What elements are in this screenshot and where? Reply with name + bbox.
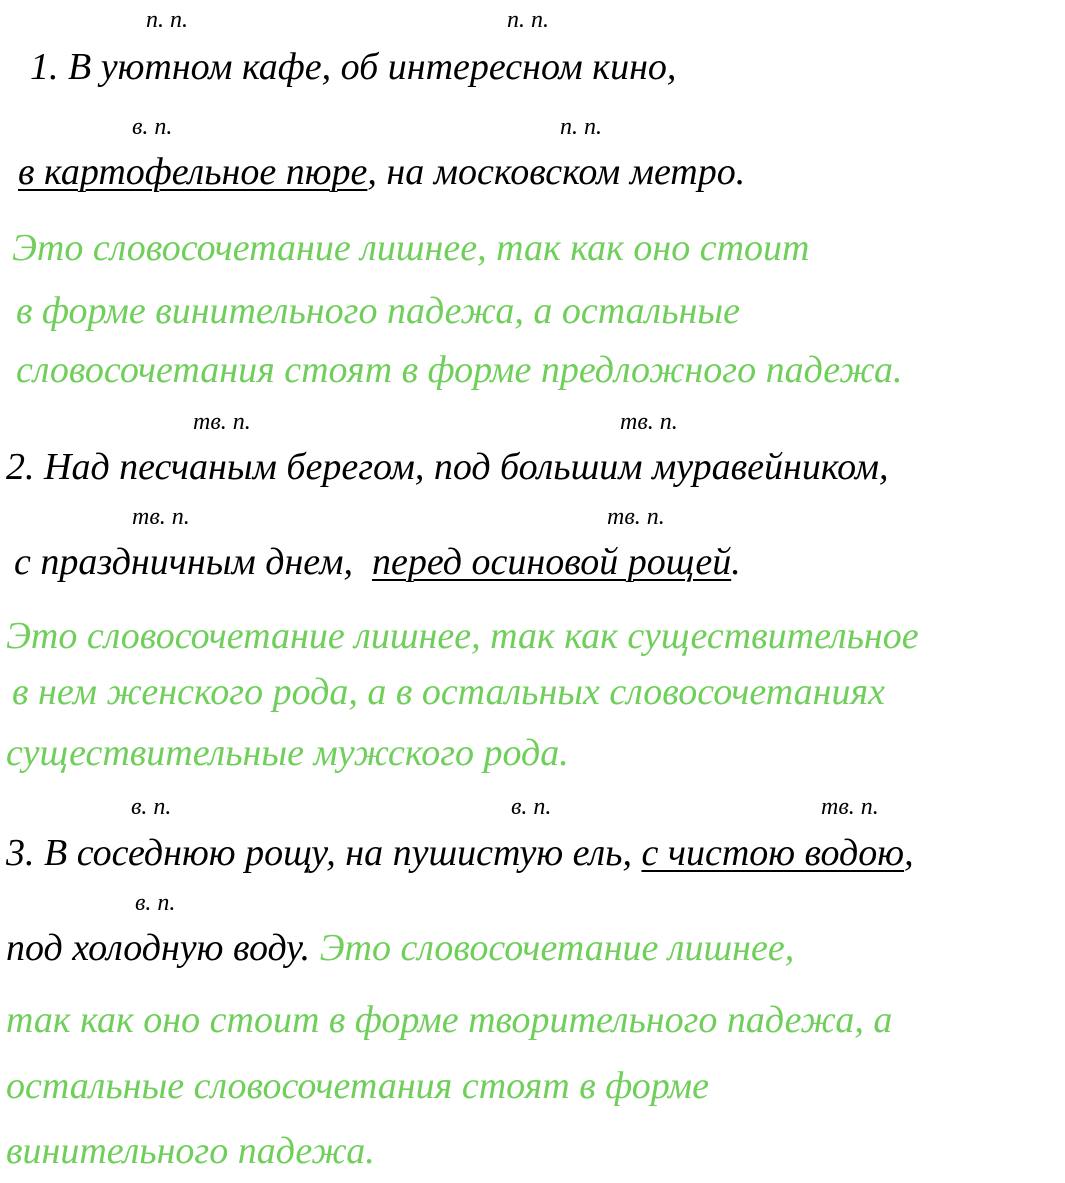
case-label: в. п. — [131, 794, 172, 820]
exercise-2-line-2 — [14, 543, 741, 581]
case-label: п. п. — [507, 7, 549, 33]
explanation-line: Это словосочетание лишнее, так как существительное — [6, 615, 919, 657]
explanation-line: винительного падежа. — [6, 1130, 375, 1172]
line-end: , — [904, 832, 914, 874]
explanation-line: Это словосочетание лишнее, так как оно стоит — [12, 227, 810, 269]
case-label: тв. п. — [607, 504, 665, 530]
odd-phrase: перед осиновой рощей — [371, 541, 732, 583]
exercise-1-line-2 — [18, 153, 745, 191]
case-label: п. п. — [146, 7, 188, 33]
line-start: с праздничным днем, — [14, 541, 353, 583]
explanation-line: в нем женского рода, а в остальных словосочетаниях — [12, 671, 886, 713]
case-label: в. п. — [135, 890, 176, 916]
case-label: в. п. — [511, 794, 552, 820]
line-end: . — [731, 541, 741, 583]
exercise-1-line-1: 1. В уютном кафе, об интересном кино, — [30, 46, 677, 88]
line-start: 3. В соседнюю рощу, на пушистую ель, — [6, 832, 632, 874]
line-rest: , на московском метро. — [367, 151, 746, 193]
explanation-line: Это словосочетание лишнее, — [319, 927, 795, 969]
exercise-3-line-1 — [6, 834, 914, 872]
odd-phrase: в картофельное пюре — [18, 151, 368, 193]
case-label: в. п. — [132, 114, 173, 140]
explanation-line: остальные словосочетания стоят в форме — [6, 1065, 709, 1107]
exercise-2-line-1: 2. Над песчаным берегом, под большим муравейником, — [6, 446, 889, 488]
line-start: под холодную воду. — [6, 927, 311, 969]
case-label: тв. п. — [193, 409, 251, 435]
case-label: тв. п. — [132, 504, 190, 530]
case-label: тв. п. — [620, 409, 678, 435]
case-label: тв. п. — [821, 794, 879, 820]
exercise-3-line-2 — [6, 929, 794, 967]
explanation-line: словосочетания стоят в форме предложного падежа. — [16, 349, 903, 391]
explanation-line: в форме винительного падежа, а остальные — [16, 290, 740, 332]
odd-phrase: с чистою водою — [641, 832, 905, 874]
case-label: п. п. — [560, 114, 602, 140]
explanation-line: существительные мужского рода. — [6, 732, 569, 774]
explanation-line: так как оно стоит в форме творительного падежа, а — [6, 999, 893, 1041]
